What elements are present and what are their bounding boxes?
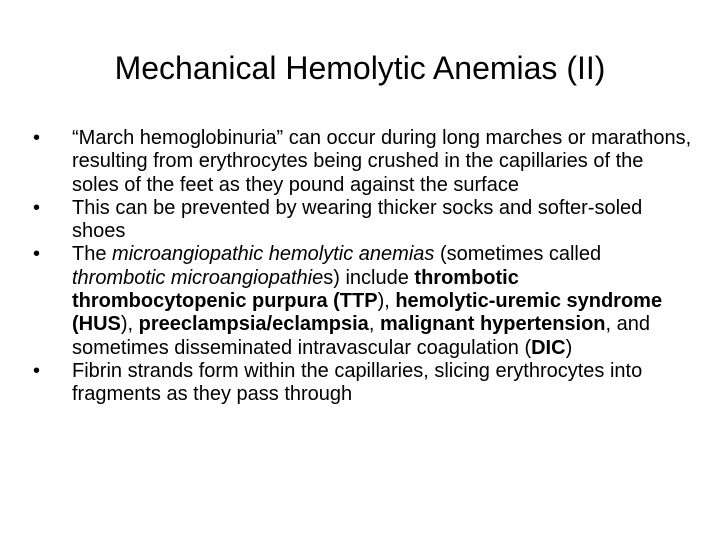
bullet-marker: • xyxy=(33,359,41,382)
bold-term: DIC xyxy=(531,336,566,359)
bullet-text: This can be prevented by wearing thicker socks and softer-soled shoes xyxy=(72,196,643,243)
bold-term: malignant hypertension xyxy=(379,313,606,336)
bullet-item xyxy=(33,360,693,407)
bullet-text: ) xyxy=(565,336,573,359)
bullet-text: , and sometimes disseminated intravascular coagulation ( xyxy=(72,313,651,359)
italic-term: microangiopathic hemolytic anemias xyxy=(112,243,435,266)
italic-term: thrombotic microangiopathie xyxy=(72,266,324,289)
bullet-text: (sometimes called xyxy=(434,243,602,266)
bullet-marker: • xyxy=(33,127,41,149)
bullet-list xyxy=(33,127,693,407)
bullet-text: , xyxy=(368,313,380,336)
bold-term: hemolytic-uremic syndrome (HUS xyxy=(72,290,663,336)
bullet-item xyxy=(33,197,693,244)
bullet-item xyxy=(33,243,693,359)
bullet-text: “March hemoglobinuria” can occur during long marches or marathons, resulting from erythrocytes being crushed in the capillaries of the soles of the feet as they pound against the surface xyxy=(72,127,692,196)
bullet-marker: • xyxy=(33,243,41,266)
bullet-text: s) include xyxy=(323,266,415,289)
bullet-item xyxy=(33,127,693,197)
bullet-text: ), xyxy=(120,313,139,336)
bullet-text: The xyxy=(72,243,113,266)
bullet-marker: • xyxy=(33,196,41,219)
bold-term: preeclampsia/eclampsia xyxy=(138,313,369,336)
bold-term: thrombotic thrombocytopenic purpura (TTP xyxy=(72,266,519,313)
slide-title: Mechanical Hemolytic Anemias (II) xyxy=(114,50,606,86)
bullet-text: ), xyxy=(377,290,396,313)
bullet-text: Fibrin strands form within the capillaries, slicing erythrocytes into fragments as they pass through xyxy=(72,359,643,406)
